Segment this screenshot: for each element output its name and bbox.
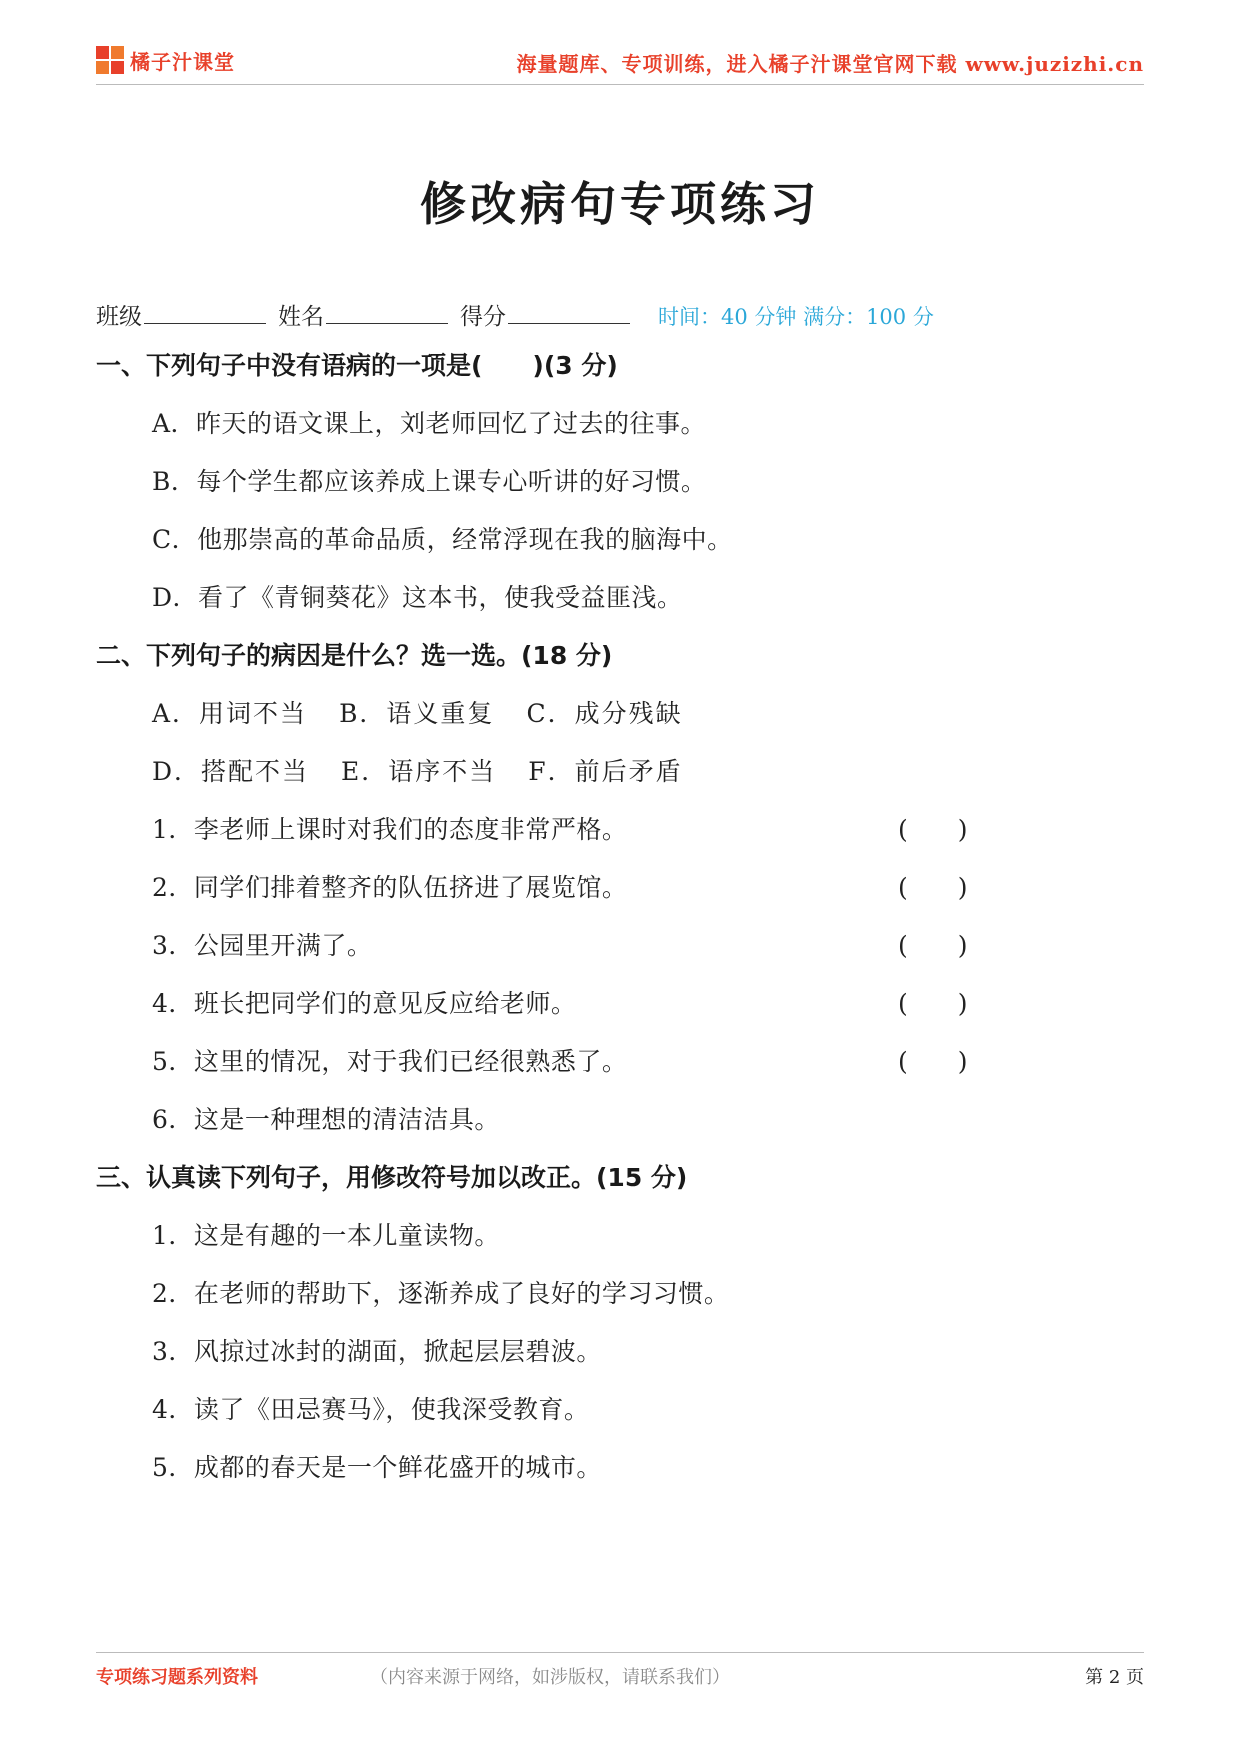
brand-logo <box>96 44 235 76</box>
section3-item: 1．这是有趣的一本儿童读物。 <box>152 1221 500 1250</box>
section3-item: 2．在老师的帮助下，逐渐养成了良好的学习习惯。 <box>152 1279 730 1308</box>
choice-item: D．搭配不当 <box>152 757 310 786</box>
section2-choices-row1 <box>152 694 683 730</box>
section1-option: B．每个学生都应该养成上课专心听讲的好习惯。 <box>152 467 707 496</box>
answer-blank[interactable]: ( ) <box>898 1047 968 1076</box>
choice-item: F．前后矛盾 <box>528 757 683 786</box>
footer-series-label: 专项练习题系列资料 <box>96 1667 258 1688</box>
section1-heading: 一、下列句子中没有语病的一项是( )(3 分) <box>96 351 618 380</box>
section2-item: 2．同学们排着整齐的队伍挤进了展览馆。 <box>152 873 628 902</box>
choice-item: A．用词不当 <box>152 699 308 728</box>
section2-item: 3．公园里开满了。 <box>152 931 373 960</box>
logo-mark-icon <box>96 46 124 74</box>
section3-heading: 三、认真读下列句子，用修改符号加以改正。(15 分) <box>96 1163 688 1192</box>
section3-item: 3．风掠过冰封的湖面，掀起层层碧波。 <box>152 1337 602 1366</box>
score-blank <box>508 301 630 324</box>
section1-option: C．他那崇高的革命品质，经常浮现在我的脑海中。 <box>152 525 733 554</box>
choice-item: B．语义重复 <box>339 699 495 728</box>
section2-heading: 二、下列句子的病因是什么？选一选。(18 分) <box>96 641 613 670</box>
answer-blank[interactable]: ( ) <box>898 989 968 1018</box>
time-and-score-info: 时间：40 分钟 满分：100 分 <box>658 305 934 329</box>
score-label: 得分 <box>460 304 506 330</box>
name-label: 姓名 <box>278 304 324 330</box>
name-blank <box>326 301 448 324</box>
answer-blank[interactable]: ( ) <box>898 815 968 844</box>
choice-item: C．成分残缺 <box>526 699 683 728</box>
section2-item: 5．这里的情况，对于我们已经很熟悉了。 <box>152 1047 628 1076</box>
section2-item: 6．这是一种理想的清洁洁具。 <box>152 1105 500 1134</box>
page-title: 修改病句专项练习 <box>420 177 820 231</box>
section1-option: D．看了《青铜葵花》这本书，使我受益匪浅。 <box>152 583 683 612</box>
logo-text: 橘子汁课堂 <box>130 49 235 74</box>
class-label: 班级 <box>96 304 142 330</box>
section3-item: 5．成都的春天是一个鲜花盛开的城市。 <box>152 1453 602 1482</box>
student-info-row <box>96 298 934 331</box>
section1-option: A．昨天的语文课上，刘老师回忆了过去的往事。 <box>152 409 707 438</box>
footer-divider <box>96 1652 1144 1653</box>
class-blank <box>144 301 266 324</box>
header-divider <box>96 84 1144 85</box>
section2-item: 4．班长把同学们的意见反应给老师。 <box>152 989 577 1018</box>
choice-item: E．语序不当 <box>341 757 497 786</box>
answer-blank[interactable]: ( ) <box>898 931 968 960</box>
header-tagline: 海量题库、专项训练，进入橘子汁课堂官网下载 www.juzizhi.cn <box>516 52 1144 76</box>
answer-blank[interactable]: ( ) <box>898 873 968 902</box>
page-number: 第 2 页 <box>1085 1667 1144 1688</box>
section2-item: 1．李老师上课时对我们的态度非常严格。 <box>152 815 628 844</box>
footer-copyright-note: （内容来源于网络，如涉版权，请联系我们） <box>370 1667 730 1688</box>
section3-item: 4．读了《田忌赛马》，使我深受教育。 <box>152 1395 590 1424</box>
section2-choices-row2 <box>152 752 683 788</box>
